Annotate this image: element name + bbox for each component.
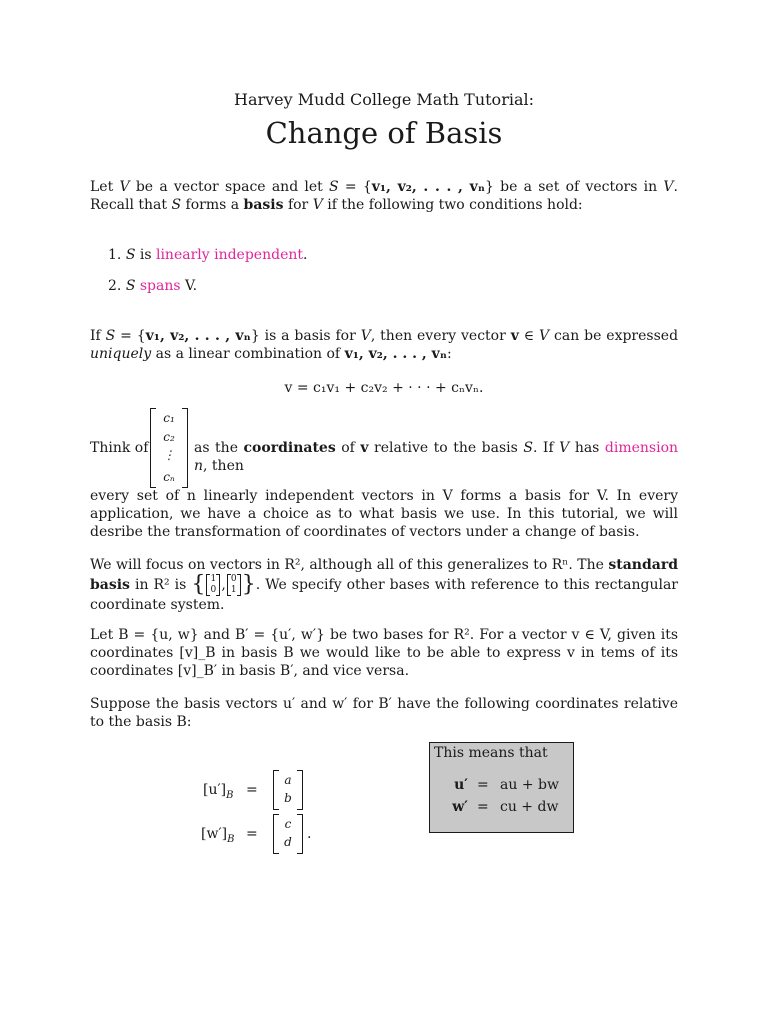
tutorial-subtitle: Harvey Mudd College Math Tutorial: (234, 90, 534, 109)
u-prime-matrix (273, 770, 303, 810)
basis-term: basis (243, 197, 284, 213)
box-rhs-u: au + bw (500, 777, 559, 793)
vector-entry: ⋮ (163, 448, 175, 462)
dimension-link[interactable]: dimension (604, 440, 679, 456)
standard-basis-paragraph: We will focus on vectors in R², although all of this generalizes to Rⁿ. The standard basis in R² is { 1 0 , 0 1 }. We specify other bases with reference to this rectangular coordinate system. (90, 557, 679, 613)
suppose-paragraph: Suppose the basis vectors u′ and w′ for B′ have the following coordinates relative to the basis B: (90, 696, 678, 730)
condition-item-1: 1. S is linearly independent. (108, 247, 308, 263)
linear-combination-equation: v = c₁v₁ + c₂v₂ + · · · + cₙvₙ. (284, 380, 484, 396)
u-prime-coordinates-label: $[u']_B$ (203, 782, 234, 801)
bases-paragraph: Let B = {u, w} and B′ = {u′, w′} be two bases for R². For a vector v ∈ V, given its coordinates [v]_B in basis B we would like to be able to express v in tems of its coordinates [v]_B′ in basis B′, and vice versa. (90, 627, 678, 679)
box-rhs-w: cu + dw (500, 799, 559, 815)
standard-basis-term: standard basis (90, 557, 678, 593)
basis-vector-e2: 0 1 (227, 574, 241, 596)
w-prime-matrix (273, 814, 303, 854)
this-means-that-box (429, 742, 574, 833)
coordinate-column-vector (150, 408, 188, 488)
coordinates-sentence: as the coordinates of v relative to the basis S. If V has dimension n, then (194, 440, 679, 474)
box-eq: = (477, 777, 489, 793)
matrix-entry: b (284, 791, 292, 805)
basis-vector-e1: 1 0 (206, 574, 220, 596)
box-lhs-u: u′ (454, 777, 468, 793)
condition-item-2: 2. S spans V. (108, 278, 198, 294)
box-lhs-w: w′ (452, 799, 468, 815)
period: . (307, 826, 312, 842)
vector-entry: c₁ (163, 411, 175, 425)
page-title: Change of Basis (265, 116, 503, 150)
vector-entry: c₂ (163, 430, 175, 444)
intro-paragraph: Let V be a vector space and let S = {v₁, v₂, . . . , vₙ} be a set of vectors in V. Recall that S forms a basis for V if the following two conditions hold: (90, 179, 678, 213)
uniqueness-paragraph: If S = {v₁, v₂, . . . , vₙ} is a basis for V, then every vector v ∈ V can be expressed uniquely as a linear combination of v₁, v₂, . . . , vₙ: (90, 328, 679, 362)
spans-link[interactable]: spans (139, 278, 181, 294)
think-of-label: Think of (90, 440, 149, 456)
box-eq: = (477, 799, 489, 815)
vector-entry: cₙ (163, 470, 175, 484)
equals-sign: = (246, 826, 258, 842)
matrix-entry: d (284, 835, 292, 849)
matrix-entry: c (284, 817, 292, 831)
linearly-independent-link[interactable]: linearly independent (155, 247, 303, 263)
equals-sign: = (246, 782, 258, 798)
coordinates-continuation: every set of n linearly independent vectors in V forms a basis for V. In every application, we have a choice as to what basis we use. In this tutorial, we will desribe the transformation of coordinates of vectors under a change of basis. (90, 488, 678, 540)
box-heading: This means that (434, 745, 548, 761)
matrix-entry: a (284, 773, 292, 787)
w-prime-coordinates-label: $[w']_B$ (201, 826, 235, 845)
